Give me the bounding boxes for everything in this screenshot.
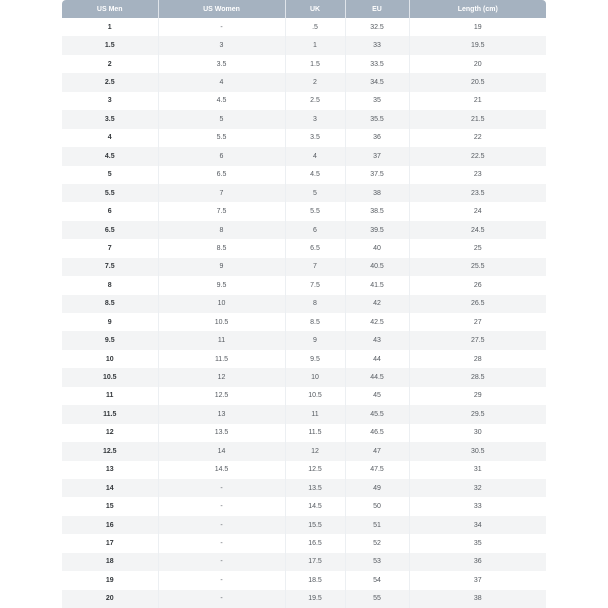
cell-uk: 17.5 xyxy=(285,553,345,571)
cell-us-men: 10.5 xyxy=(62,368,158,386)
cell-us-women: 10.5 xyxy=(158,313,285,331)
cell-us-women: - xyxy=(158,590,285,608)
cell-eu: 43 xyxy=(345,331,409,349)
cell-length-cm: 19.5 xyxy=(409,36,546,54)
cell-eu: 42 xyxy=(345,295,409,313)
cell-eu: 53 xyxy=(345,553,409,571)
cell-us-men: 17 xyxy=(62,534,158,552)
cell-uk: 8 xyxy=(285,295,345,313)
cell-us-men: 20 xyxy=(62,590,158,608)
cell-uk: 4.5 xyxy=(285,166,345,184)
cell-us-women: 7.5 xyxy=(158,202,285,220)
cell-length-cm: 37 xyxy=(409,571,546,589)
table-row xyxy=(62,553,546,571)
cell-eu: 35 xyxy=(345,92,409,110)
cell-uk: 4 xyxy=(285,147,345,165)
size-chart-body xyxy=(62,18,546,608)
table-row xyxy=(62,295,546,313)
cell-uk: .5 xyxy=(285,18,345,36)
cell-us-men: 13 xyxy=(62,461,158,479)
cell-length-cm: 27.5 xyxy=(409,331,546,349)
table-row xyxy=(62,258,546,276)
cell-us-men: 10 xyxy=(62,350,158,368)
table-row xyxy=(62,350,546,368)
cell-us-women: 4 xyxy=(158,73,285,91)
cell-length-cm: 24.5 xyxy=(409,221,546,239)
cell-uk: 7.5 xyxy=(285,276,345,294)
header-us-women: US Women xyxy=(158,0,285,18)
cell-uk: 11.5 xyxy=(285,424,345,442)
cell-eu: 54 xyxy=(345,571,409,589)
header-us-men: US Men xyxy=(62,0,158,18)
cell-length-cm: 30 xyxy=(409,424,546,442)
table-row xyxy=(62,313,546,331)
cell-us-women: 9.5 xyxy=(158,276,285,294)
cell-us-women: 4.5 xyxy=(158,92,285,110)
cell-eu: 40 xyxy=(345,239,409,257)
cell-length-cm: 23 xyxy=(409,166,546,184)
table-row xyxy=(62,479,546,497)
cell-length-cm: 25 xyxy=(409,239,546,257)
cell-us-men: 12 xyxy=(62,424,158,442)
table-row xyxy=(62,276,546,294)
table-row xyxy=(62,571,546,589)
cell-uk: 8.5 xyxy=(285,313,345,331)
cell-us-women: 11.5 xyxy=(158,350,285,368)
cell-eu: 33 xyxy=(345,36,409,54)
cell-us-men: 7 xyxy=(62,239,158,257)
table-row xyxy=(62,221,546,239)
cell-us-women: 9 xyxy=(158,258,285,276)
cell-uk: 2 xyxy=(285,73,345,91)
table-row xyxy=(62,497,546,515)
cell-uk: 5.5 xyxy=(285,202,345,220)
cell-length-cm: 21 xyxy=(409,92,546,110)
cell-eu: 50 xyxy=(345,497,409,515)
cell-length-cm: 30.5 xyxy=(409,442,546,460)
cell-length-cm: 28.5 xyxy=(409,368,546,386)
cell-us-women: 14.5 xyxy=(158,461,285,479)
cell-length-cm: 26 xyxy=(409,276,546,294)
cell-uk: 11 xyxy=(285,405,345,423)
table-row xyxy=(62,147,546,165)
cell-length-cm: 38 xyxy=(409,590,546,608)
cell-us-men: 19 xyxy=(62,571,158,589)
table-row xyxy=(62,202,546,220)
cell-us-women: - xyxy=(158,516,285,534)
cell-us-women: 13 xyxy=(158,405,285,423)
table-row xyxy=(62,129,546,147)
cell-uk: 6 xyxy=(285,221,345,239)
cell-uk: 10.5 xyxy=(285,387,345,405)
cell-us-men: 11.5 xyxy=(62,405,158,423)
cell-us-men: 7.5 xyxy=(62,258,158,276)
cell-eu: 45 xyxy=(345,387,409,405)
cell-length-cm: 34 xyxy=(409,516,546,534)
table-row xyxy=(62,516,546,534)
cell-uk: 15.5 xyxy=(285,516,345,534)
cell-us-men: 9 xyxy=(62,313,158,331)
cell-uk: 12.5 xyxy=(285,461,345,479)
cell-eu: 36 xyxy=(345,129,409,147)
table-row xyxy=(62,239,546,257)
cell-length-cm: 22 xyxy=(409,129,546,147)
cell-us-men: 4 xyxy=(62,129,158,147)
cell-uk: 9.5 xyxy=(285,350,345,368)
cell-uk: 9 xyxy=(285,331,345,349)
cell-eu: 47.5 xyxy=(345,461,409,479)
cell-uk: 10 xyxy=(285,368,345,386)
cell-us-men: 5 xyxy=(62,166,158,184)
cell-us-women: 7 xyxy=(158,184,285,202)
table-row xyxy=(62,590,546,608)
cell-us-men: 6.5 xyxy=(62,221,158,239)
cell-us-women: - xyxy=(158,18,285,36)
size-chart-table xyxy=(62,0,546,608)
cell-length-cm: 32 xyxy=(409,479,546,497)
cell-length-cm: 29 xyxy=(409,387,546,405)
cell-uk: 6.5 xyxy=(285,239,345,257)
cell-us-women: 10 xyxy=(158,295,285,313)
cell-us-men: 8.5 xyxy=(62,295,158,313)
cell-length-cm: 31 xyxy=(409,461,546,479)
table-row xyxy=(62,110,546,128)
cell-us-women: 5 xyxy=(158,110,285,128)
cell-eu: 38.5 xyxy=(345,202,409,220)
cell-length-cm: 36 xyxy=(409,553,546,571)
cell-uk: 3.5 xyxy=(285,129,345,147)
table-row xyxy=(62,73,546,91)
cell-us-women: 14 xyxy=(158,442,285,460)
table-row xyxy=(62,387,546,405)
cell-us-men: 11 xyxy=(62,387,158,405)
table-row xyxy=(62,442,546,460)
cell-us-men: 14 xyxy=(62,479,158,497)
cell-eu: 41.5 xyxy=(345,276,409,294)
cell-us-men: 3.5 xyxy=(62,110,158,128)
table-row xyxy=(62,461,546,479)
cell-us-women: - xyxy=(158,534,285,552)
cell-eu: 49 xyxy=(345,479,409,497)
cell-uk: 3 xyxy=(285,110,345,128)
cell-eu: 37.5 xyxy=(345,166,409,184)
cell-us-women: 3 xyxy=(158,36,285,54)
cell-eu: 45.5 xyxy=(345,405,409,423)
cell-us-women: 12.5 xyxy=(158,387,285,405)
cell-eu: 44 xyxy=(345,350,409,368)
cell-us-women: 13.5 xyxy=(158,424,285,442)
cell-uk: 2.5 xyxy=(285,92,345,110)
cell-length-cm: 25.5 xyxy=(409,258,546,276)
cell-us-women: 12 xyxy=(158,368,285,386)
cell-length-cm: 33 xyxy=(409,497,546,515)
cell-us-women: 6 xyxy=(158,147,285,165)
cell-us-men: 1 xyxy=(62,18,158,36)
cell-length-cm: 29.5 xyxy=(409,405,546,423)
cell-uk: 18.5 xyxy=(285,571,345,589)
cell-us-men: 2.5 xyxy=(62,73,158,91)
cell-uk: 1 xyxy=(285,36,345,54)
cell-eu: 46.5 xyxy=(345,424,409,442)
cell-length-cm: 24 xyxy=(409,202,546,220)
cell-us-men: 18 xyxy=(62,553,158,571)
cell-us-women: 8 xyxy=(158,221,285,239)
table-row xyxy=(62,36,546,54)
cell-us-women: - xyxy=(158,497,285,515)
table-row xyxy=(62,424,546,442)
table-row xyxy=(62,92,546,110)
cell-length-cm: 20 xyxy=(409,55,546,73)
cell-eu: 40.5 xyxy=(345,258,409,276)
header-row xyxy=(62,0,546,18)
cell-us-men: 2 xyxy=(62,55,158,73)
table-row xyxy=(62,368,546,386)
table-row xyxy=(62,18,546,36)
cell-uk: 14.5 xyxy=(285,497,345,515)
cell-uk: 12 xyxy=(285,442,345,460)
table-row xyxy=(62,166,546,184)
cell-length-cm: 21.5 xyxy=(409,110,546,128)
cell-uk: 13.5 xyxy=(285,479,345,497)
header-length-cm: Length (cm) xyxy=(409,0,546,18)
cell-us-men: 4.5 xyxy=(62,147,158,165)
cell-eu: 47 xyxy=(345,442,409,460)
cell-us-men: 15 xyxy=(62,497,158,515)
cell-eu: 39.5 xyxy=(345,221,409,239)
cell-us-men: 3 xyxy=(62,92,158,110)
cell-us-women: - xyxy=(158,479,285,497)
cell-us-men: 9.5 xyxy=(62,331,158,349)
cell-us-women: - xyxy=(158,553,285,571)
cell-length-cm: 27 xyxy=(409,313,546,331)
cell-eu: 38 xyxy=(345,184,409,202)
table-row xyxy=(62,534,546,552)
cell-uk: 16.5 xyxy=(285,534,345,552)
cell-uk: 1.5 xyxy=(285,55,345,73)
cell-us-women: 8.5 xyxy=(158,239,285,257)
cell-uk: 7 xyxy=(285,258,345,276)
cell-eu: 51 xyxy=(345,516,409,534)
cell-eu: 35.5 xyxy=(345,110,409,128)
cell-us-men: 8 xyxy=(62,276,158,294)
cell-eu: 34.5 xyxy=(345,73,409,91)
cell-eu: 32.5 xyxy=(345,18,409,36)
table-row xyxy=(62,331,546,349)
cell-us-women: 5.5 xyxy=(158,129,285,147)
cell-us-men: 16 xyxy=(62,516,158,534)
cell-length-cm: 23.5 xyxy=(409,184,546,202)
header-uk: UK xyxy=(285,0,345,18)
cell-us-men: 1.5 xyxy=(62,36,158,54)
cell-length-cm: 19 xyxy=(409,18,546,36)
header-eu: EU xyxy=(345,0,409,18)
cell-us-men: 5.5 xyxy=(62,184,158,202)
cell-eu: 37 xyxy=(345,147,409,165)
table-row xyxy=(62,184,546,202)
cell-length-cm: 35 xyxy=(409,534,546,552)
cell-eu: 44.5 xyxy=(345,368,409,386)
cell-uk: 5 xyxy=(285,184,345,202)
cell-us-women: - xyxy=(158,571,285,589)
cell-length-cm: 22.5 xyxy=(409,147,546,165)
cell-eu: 33.5 xyxy=(345,55,409,73)
cell-eu: 55 xyxy=(345,590,409,608)
cell-uk: 19.5 xyxy=(285,590,345,608)
size-chart-header xyxy=(62,0,546,18)
cell-length-cm: 20.5 xyxy=(409,73,546,91)
cell-us-women: 6.5 xyxy=(158,166,285,184)
table-row xyxy=(62,405,546,423)
cell-us-women: 3.5 xyxy=(158,55,285,73)
cell-us-men: 6 xyxy=(62,202,158,220)
cell-eu: 42.5 xyxy=(345,313,409,331)
cell-eu: 52 xyxy=(345,534,409,552)
cell-length-cm: 26.5 xyxy=(409,295,546,313)
cell-us-men: 12.5 xyxy=(62,442,158,460)
table-row xyxy=(62,55,546,73)
cell-length-cm: 28 xyxy=(409,350,546,368)
cell-us-women: 11 xyxy=(158,331,285,349)
